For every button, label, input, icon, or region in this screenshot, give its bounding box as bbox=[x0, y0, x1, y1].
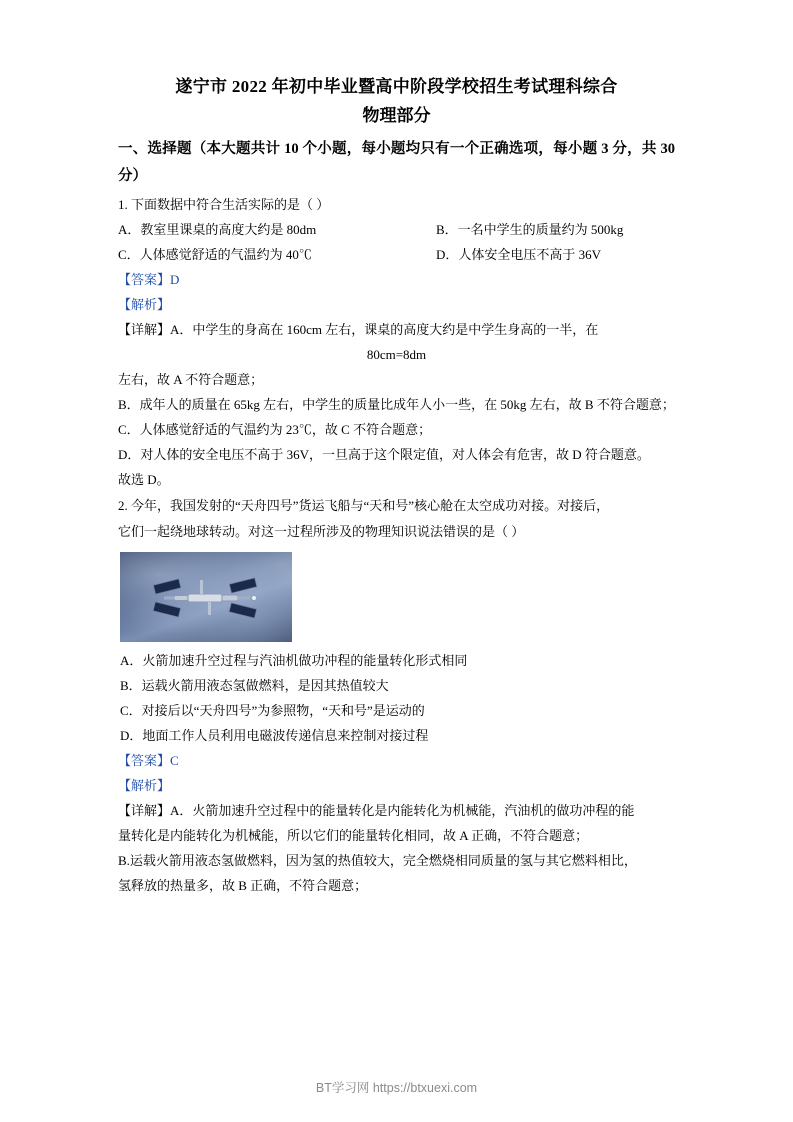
question-1-options-row-1 bbox=[118, 217, 675, 242]
question-2-detail-line-3: B.运载火箭用液态氢做燃料，因为氢的热值较大，完全燃烧相同质量的氢与其它燃料相比， bbox=[118, 853, 637, 868]
page-title-line1: 遂宁市 2022 年初中毕业暨高中阶段学校招生考试理科综合 bbox=[175, 77, 618, 96]
answer-label: 【答案】 bbox=[118, 272, 171, 287]
question-1-detail-line-4: C．人体感觉舒适的气温约为 23℃，故 C 不符合题意； bbox=[118, 422, 432, 437]
question-2-stem-text-1: 今年，我国发射的“天舟四号”货运飞船与“天和号”核心舱在太空成功对接。对接后， bbox=[131, 498, 610, 513]
question-1-detail-line-5: D．对人体的安全电压不高于 36V，一旦高于这个限定值，对人体会有危害，故 D 符合题意。 bbox=[118, 447, 650, 462]
page-title-line2: 物理部分 bbox=[362, 106, 431, 125]
watermark: BT学习网 https://btxuexi.com bbox=[315, 1081, 478, 1095]
question-2-answer bbox=[118, 748, 675, 773]
question-2-option-c[interactable]: C．对接后以“天舟四号”为参照物，“天和号”是运动的 bbox=[120, 703, 425, 718]
answer-label: 【答案】 bbox=[118, 753, 171, 768]
question-1-number: 1. bbox=[118, 197, 128, 212]
question-2-analysis-label: 【解析】 bbox=[118, 778, 171, 793]
question-1-option-d[interactable]: D．人体安全电压不高于 36V bbox=[436, 247, 602, 262]
question-1-answer-value: D bbox=[170, 272, 180, 287]
question-2-answer-value: C bbox=[170, 753, 179, 768]
question-1-option-c[interactable]: C．人体感觉舒适的气温约为 40℃ bbox=[118, 247, 312, 262]
question-2-stem-line-1 bbox=[118, 494, 675, 518]
question-1-option-b[interactable]: B．一名中学生的质量约为 500kg bbox=[436, 222, 624, 237]
question-1-option-a[interactable]: A．教室里课桌的高度大约是 80dm bbox=[118, 222, 317, 237]
question-2-option-b[interactable]: B．运载火箭用液态氢做燃料，是因其热值较大 bbox=[120, 678, 389, 693]
space-station-illustration bbox=[134, 574, 278, 622]
question-1-detail-line-6: 故选 D。 bbox=[118, 472, 170, 487]
space-station-docking-photo bbox=[120, 552, 292, 642]
question-2 bbox=[118, 494, 675, 898]
question-1-detail-line-2: 左右，故 A 不符合题意； bbox=[118, 372, 264, 387]
question-1-detail-line-3: B．成年人的质量在 65kg 左右，中学生的质量比成年人小一些，在 50kg 左右，故 B 不符合题意； bbox=[118, 397, 675, 412]
question-2-stem-line-2: 它们一起绕地球转动。对这一过程所涉及的物理知识说法错误的是（ ） bbox=[118, 524, 525, 539]
question-2-option-a[interactable]: A．火箭加速升空过程与汽油机做功冲程的能量转化形式相同 bbox=[120, 653, 468, 668]
question-2-number: 2. bbox=[118, 498, 128, 513]
question-1-stem bbox=[118, 192, 675, 217]
question-2-detail-line-1: 【详解】A．火箭加速升空过程中的能量转化是内能转化为机械能，汽油机的做功冲程的能 bbox=[118, 803, 635, 818]
question-2-detail-line-2: 量转化是内能转化为机械能，所以它们的能量转化相同，故 A 正确，不符合题意； bbox=[118, 828, 589, 843]
question-1-stem-text: 下面数据中符合生活实际的是（ ） bbox=[131, 197, 330, 212]
question-1-formula: 80cm=8dm bbox=[366, 347, 427, 362]
section-heading: 一、选择题（本大题共计 10 个小题，每小题均只有一个正确选项，每小题 3 分，共 30 分） bbox=[118, 141, 675, 184]
question-2-option-d[interactable]: D．地面工作人员利用电磁波传递信息来控制对接过程 bbox=[120, 728, 429, 743]
question-1 bbox=[118, 192, 675, 492]
question-1-analysis-label: 【解析】 bbox=[118, 297, 171, 312]
question-1-answer bbox=[118, 267, 675, 292]
question-2-detail-line-4: 氢释放的热量多，故 B 正确，不符合题意； bbox=[118, 878, 368, 893]
question-1-detail-line-1: 【详解】A．中学生的身高在 160cm 左右，课桌的高度大约是中学生身高的一半，在 bbox=[118, 322, 599, 337]
question-1-options-row-2 bbox=[118, 242, 675, 267]
